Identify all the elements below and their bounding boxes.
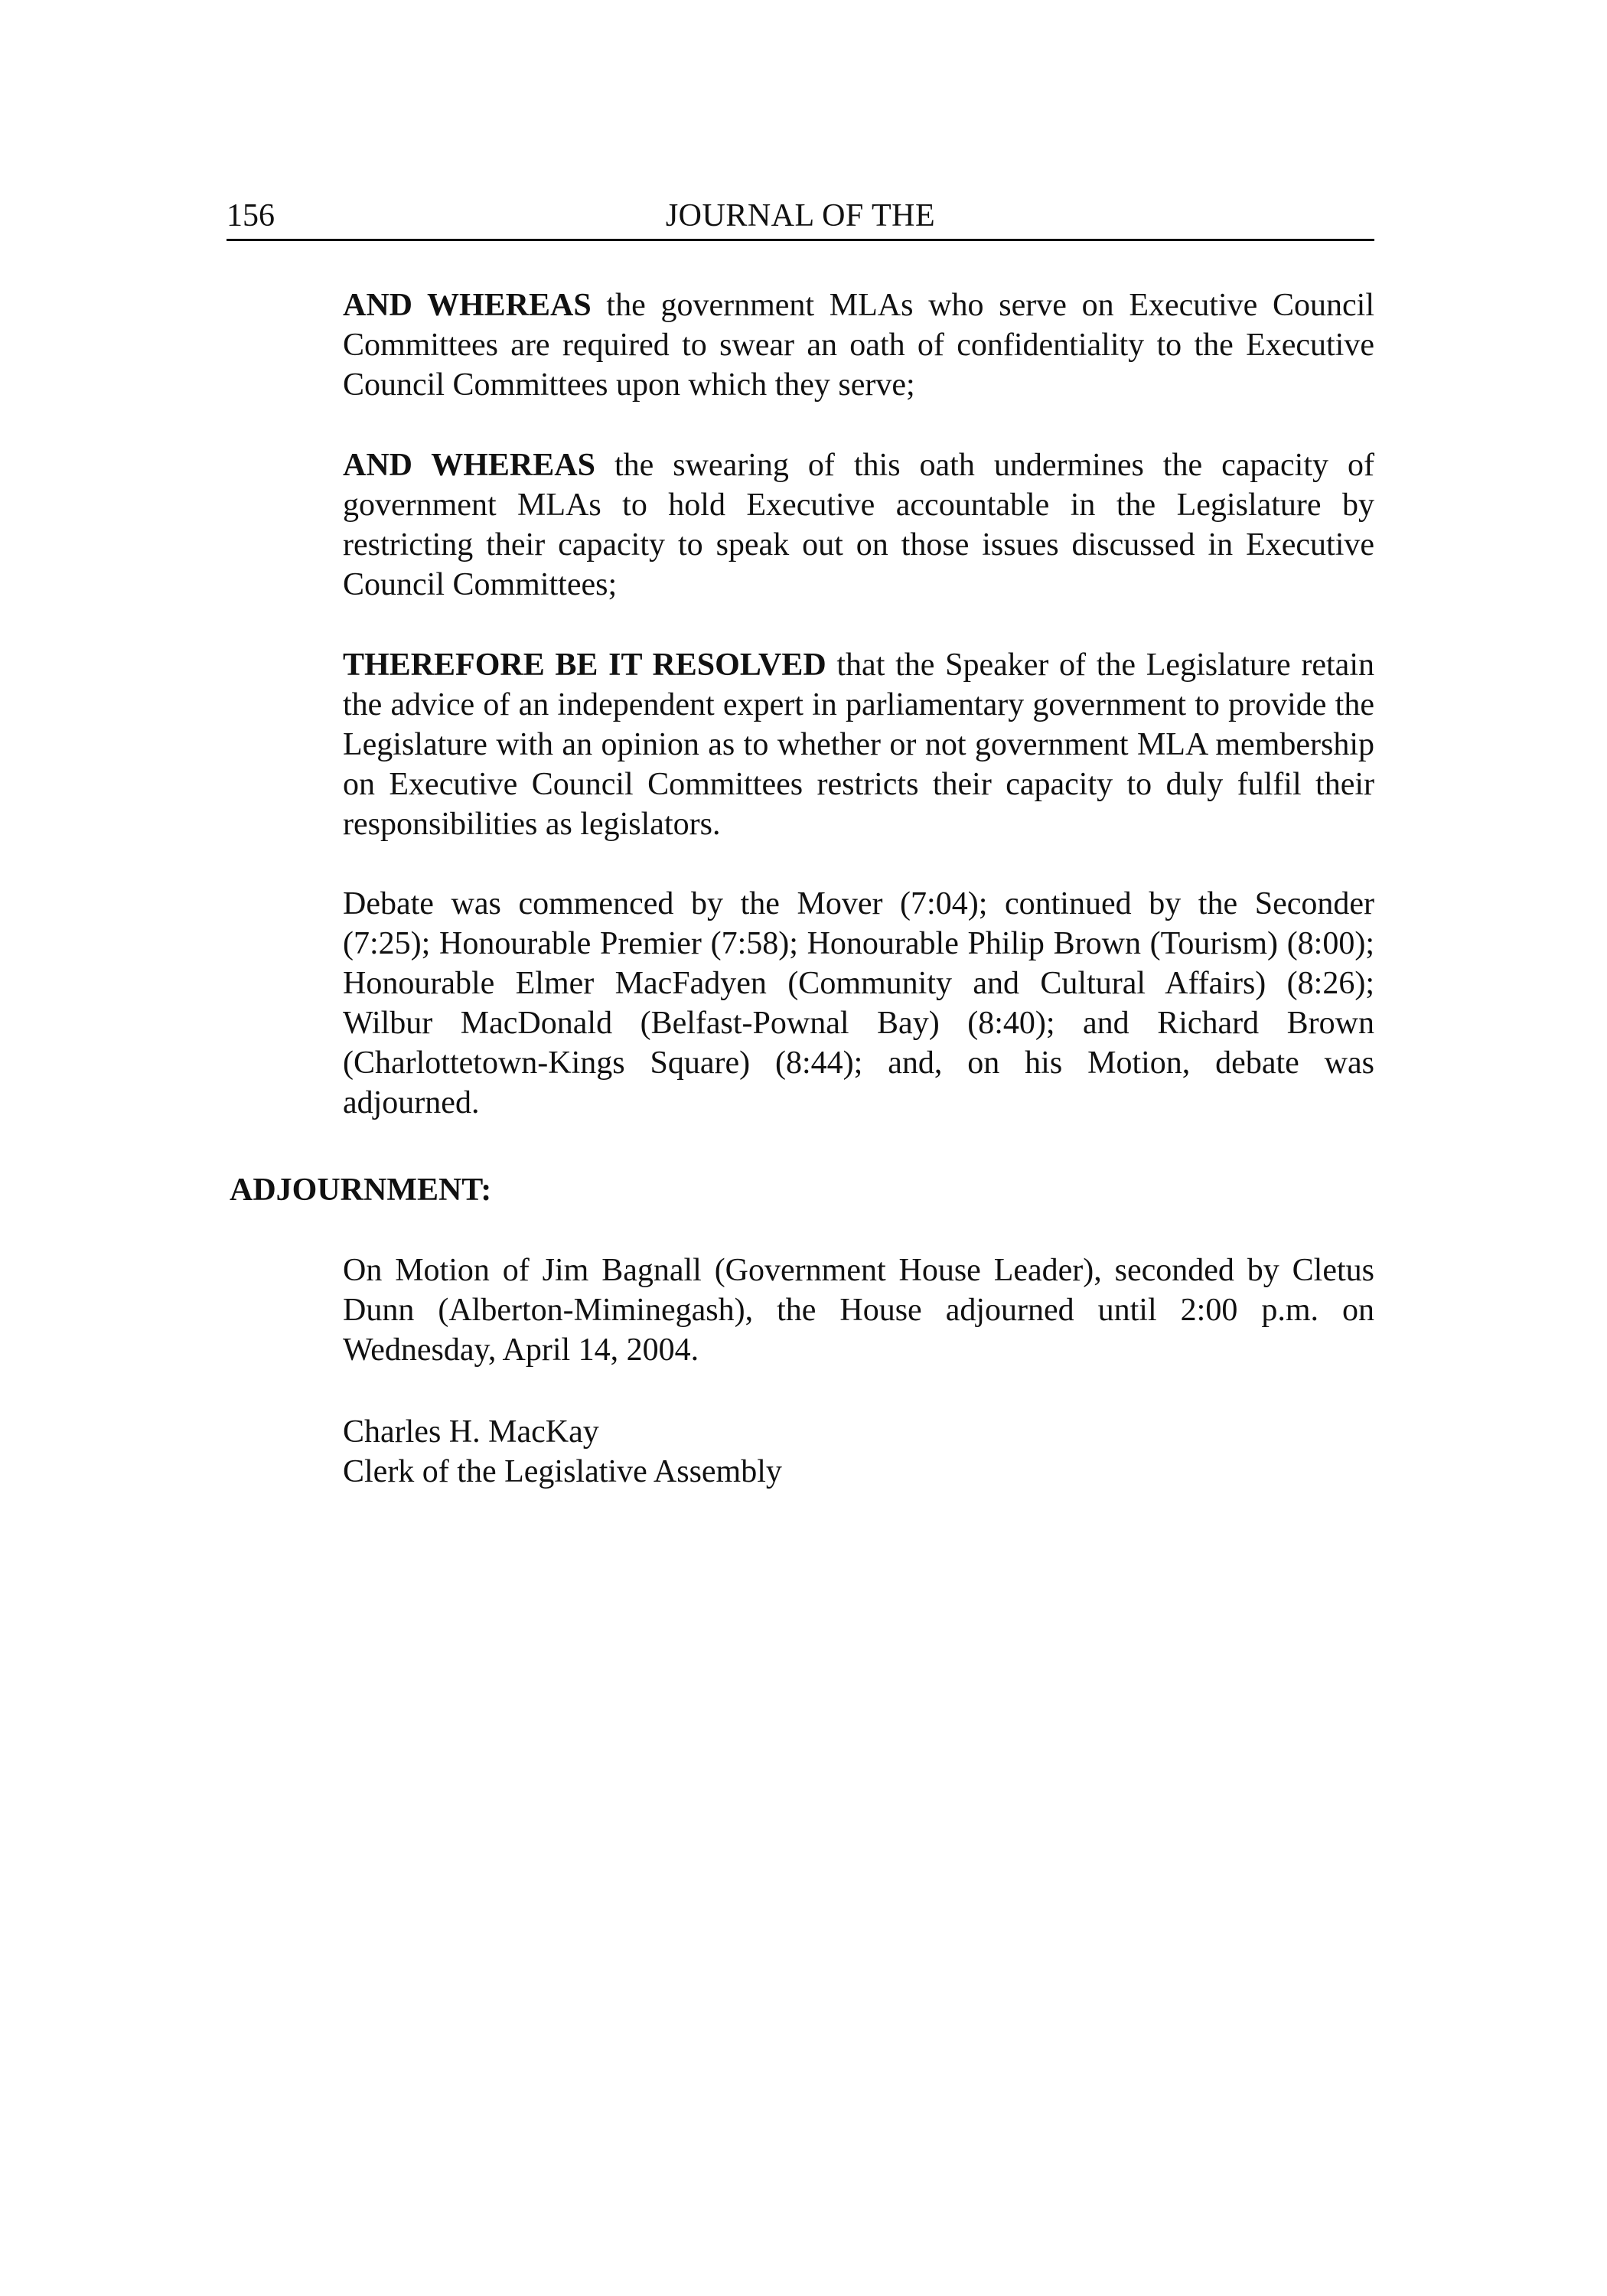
paragraph-text xyxy=(343,285,1374,405)
adjournment-paragraph xyxy=(343,1251,1374,1370)
signatory-title: Clerk of the Legislative Assembly xyxy=(343,1454,782,1489)
running-head: JOURNAL OF THE xyxy=(665,198,936,233)
whereas-paragraph-1 xyxy=(343,285,1374,405)
whereas-paragraph-2 xyxy=(343,445,1374,605)
paragraph-text xyxy=(343,445,1374,605)
paragraph-body: the government MLAs who serve on Executive Council Committees are required to swear an oath of confidentiality to the Executive Council Committees upon which they serve; xyxy=(343,288,1374,403)
paragraph-lead: THEREFORE BE IT RESOLVED xyxy=(343,647,826,683)
signature-block xyxy=(343,1412,782,1492)
resolution-paragraph xyxy=(343,645,1374,844)
paragraph-text xyxy=(343,645,1374,844)
paragraph-body: that the Speaker of the Legislature retain the advice of an independent expert in parliamentary government to provide the Legislature with an opinion as to whether or not government MLA membership on Executive Council Committees restricts their capacity to duly fulfil their responsibilities as legislators. xyxy=(343,647,1374,842)
signatory-name: Charles H. MacKay xyxy=(343,1414,599,1450)
paragraph-lead: AND WHEREAS xyxy=(343,288,592,323)
paragraph-body: the swearing of this oath undermines the capacity of government MLAs to hold Executive accountable in the Legislature by restricting their capacity to speak out on those issues discussed in Executive Council Committees; xyxy=(343,448,1374,602)
page-header xyxy=(227,191,1374,241)
debate-paragraph xyxy=(343,884,1374,1123)
paragraph-lead: AND WHEREAS xyxy=(343,448,595,483)
page-number: 156 xyxy=(227,198,275,233)
adjournment-text: On Motion of Jim Bagnall (Government House Leader), seconded by Cletus Dunn (Alberton-Miminegash), the House adjourned until 2:00 p.m. on Wednesday, April 14, 2004. xyxy=(343,1253,1374,1368)
adjournment-heading: ADJOURNMENT: xyxy=(230,1172,492,1208)
debate-text: Debate was commenced by the Mover (7:04); continued by the Seconder (7:25); Honourable Premier (7:58); Honourable Philip Brown (Tourism) (8:00); Honourable Elmer MacFadyen (Community and Cultural Affairs) (8:26); Wilbur MacDonald (Belfast-Pownal Bay) (8:40); and Richard Brown (Charlottetown-Kings Square) (8:44); and, on his Motion, debate was adjourned. xyxy=(343,886,1374,1120)
